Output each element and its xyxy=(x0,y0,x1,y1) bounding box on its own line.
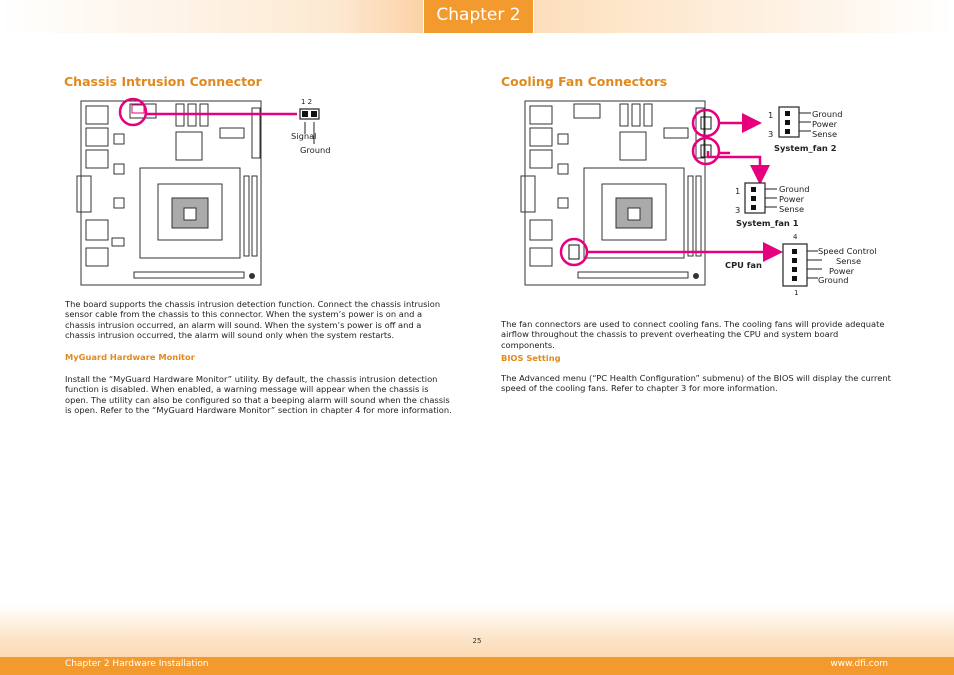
bios-setting-subtitle: BIOS Setting xyxy=(501,353,561,363)
fan-paragraph-1: The fan connectors are used to connect cooling fans. The cooling fans will provide adequate airflow throughout the chassis to prevent overheating the CPU and system board components. xyxy=(501,319,885,350)
cpu-pin-speed-control: Speed Control xyxy=(818,246,877,256)
cpu-pin-top: 4 xyxy=(793,233,798,241)
chapter-tab: Chapter 2 xyxy=(423,0,534,33)
footer-website-link[interactable]: www.dfi.com xyxy=(830,659,888,669)
fan2-pin-ground: Ground xyxy=(812,109,843,119)
fan1-pin-top: 1 xyxy=(735,186,741,196)
chassis-pin-numbers: 1 2 xyxy=(301,98,313,106)
fan1-pin-sense: Sense xyxy=(779,204,805,214)
fan-paragraph-2: The Advanced menu (“PC Health Configuration” submenu) of the BIOS will display the current speed of the cooling fans. Refer to chapter 3 for more information. xyxy=(501,373,891,394)
system-fan1-connector-icon xyxy=(744,182,784,216)
cooling-fan-title: Cooling Fan Connectors xyxy=(501,74,668,89)
system-fan2-label: System_fan 2 xyxy=(774,143,837,153)
chassis-paragraph-2: Install the “MyGuard Hardware Monitor” utility. By default, the chassis intrusion detection function is disabled. When enabled, a warning message will appear when the chassis is open. The utility can also be configured so that a beeping alarm will sound when the chassis is open. Refer to the “MyGuard Hardware Monitor” section in chapter 4 for more information. xyxy=(65,374,452,415)
fan1-pin-bottom: 3 xyxy=(735,205,741,215)
cpu-pin-ground: Ground xyxy=(818,275,849,285)
cpu-pin-sense: Sense xyxy=(836,256,862,266)
chassis-ground-label: Ground xyxy=(300,145,331,155)
cpu-pin-power: Power xyxy=(829,266,855,276)
cpu-fan-label: CPU fan xyxy=(725,260,762,270)
fan1-pin-power: Power xyxy=(779,194,805,204)
fan2-pin-sense: Sense xyxy=(812,129,838,139)
chassis-intrusion-title: Chassis Intrusion Connector xyxy=(64,74,262,89)
footer-chapter-text: Chapter 2 Hardware Installation xyxy=(65,659,209,669)
fan2-pin-top: 1 xyxy=(768,110,774,120)
system-fan1-label: System_fan 1 xyxy=(736,218,799,228)
chassis-paragraph-1: The board supports the chassis intrusion detection function. Connect the chassis intrusion sensor cable from the chassis to this connector. When the system’s power is on and a chassis intrusion occurred, an alarm will sound. When the system’s power is off and a chassis intrusion occurred, the alarm will sound only when the system restarts. xyxy=(65,299,441,340)
myguard-subtitle: MyGuard Hardware Monitor xyxy=(65,352,195,362)
footer-band xyxy=(0,605,954,657)
cpu-pin-bottom: 1 xyxy=(794,289,799,297)
page-number: 25 xyxy=(472,637,482,645)
fan1-pin-ground: Ground xyxy=(779,184,810,194)
chassis-signal-label: Signal xyxy=(291,131,317,141)
fan2-pin-power: Power xyxy=(812,119,838,129)
cpu-fan-connector-icon xyxy=(782,243,822,289)
fan2-pin-bottom: 3 xyxy=(768,129,774,139)
